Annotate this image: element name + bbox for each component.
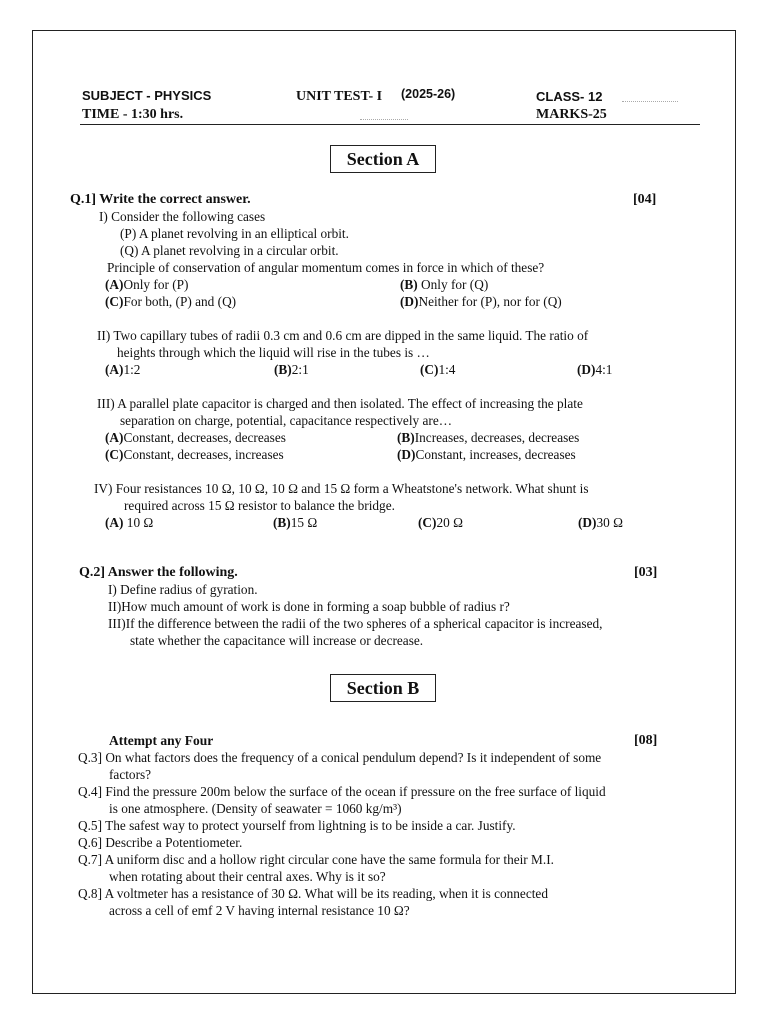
academic-year: (2025-26) [401,87,456,101]
q4-line2: is one atmosphere. (Density of seawater = 1060 kg/m³) [109,801,402,816]
section-b-title: Section B [330,674,436,702]
q1-i-option-b [400,277,488,293]
option-label: (A) [105,277,124,292]
q1-ii-option-a [105,362,140,378]
q1-heading: Q.1] Write the correct answer. [70,192,251,207]
class-label: CLASS- 12 [536,89,603,104]
q1-marks: [04] [633,192,657,207]
q1-ii-line1: II) Two capillary tubes of radii 0.3 cm and 0.6 cm are dipped in the same liquid. The ratio of [97,328,589,343]
q1-i-line4: Principle of conservation of angular momentum comes in force in which of these? [107,260,545,275]
option-text: 15 Ω [290,515,318,530]
q2-line2: II)How much amount of work is done in forming a soap bubble of radius r? [108,599,510,614]
q1-ii-line2: heights through which the liquid will rise in the tubes is … [117,345,430,360]
q8-line1: Q.8] A voltmeter has a resistance of 30 Ω. What will be its reading, when it is connected [78,886,548,901]
option-text: For both, (P) and (Q) [123,294,237,309]
option-text: 4:1 [595,362,613,377]
q3-line1: Q.3] On what factors does the frequency of a conical pendulum depend? Is it independent of some [78,750,602,765]
q1-iv-line1: IV) Four resistances 10 Ω, 10 Ω, 10 Ω and 15 Ω form a Wheatstone's network. What shunt is [94,481,589,496]
option-text: Constant, increases, decreases [415,447,576,462]
header-rule [80,124,700,125]
option-label: (B) [400,277,418,292]
q1-ii-option-b [274,362,309,378]
q8-line2: across a cell of emf 2 V having internal resistance 10 Ω? [109,903,410,918]
q4-line1: Q.4] Find the pressure 200m below the surface of the ocean if pressure on the free surface of liquid [78,784,606,799]
q1-i-option-c [105,294,236,310]
section-b-heading: Attempt any Four [109,733,214,748]
unit-test-label: UNIT TEST- I [296,89,383,104]
q2-line1: I) Define radius of gyration. [108,582,258,597]
subject-label: SUBJECT - PHYSICS [82,88,212,103]
q1-ii-option-d [577,362,612,378]
q3-line2: factors? [109,767,152,782]
q1-iv-option-b [273,515,317,531]
q6-line: Q.6] Describe a Potentiometer. [78,835,243,850]
q2-heading: Q.2] Answer the following. [79,565,238,580]
option-text: Constant, decreases, increases [123,447,284,462]
option-label: (C) [105,294,124,309]
q1-ii-option-c [420,362,455,378]
q1-i-option-d [400,294,562,310]
option-label: (C) [105,447,124,462]
q2-line4: state whether the capacitance will increase or decrease. [130,633,424,648]
option-label: (C) [420,362,439,377]
q1-iii-line1: III) A parallel plate capacitor is charged and then isolated. The effect of increasing the plate [97,396,583,411]
time-label: TIME - 1:30 hrs. [82,107,184,122]
q1-i-line1: I) Consider the following cases [99,209,266,224]
faint-mark [622,101,678,102]
option-text: 1:4 [438,362,456,377]
option-label: (A) [105,362,124,377]
q1-iii-option-c [105,447,284,463]
q1-i-line2: (P) A planet revolving in an elliptical orbit. [120,226,349,241]
faint-mark [360,119,408,120]
section-b-marks: [08] [634,733,658,748]
q2-line3: III)If the difference between the radii of the two spheres of a spherical capacitor is increased, [108,616,603,631]
option-label: (D) [577,362,596,377]
q1-iv-option-d [578,515,623,531]
q2-marks: [03] [634,565,658,580]
q1-iii-option-d [397,447,576,463]
q1-iv-line2: required across 15 Ω resistor to balance the bridge. [124,498,395,513]
option-text: 2:1 [291,362,309,377]
option-text: Neither for (P), nor for (Q) [418,294,562,309]
q1-i-line3: (Q) A planet revolving in a circular orbit. [120,243,339,258]
option-label: (D) [397,447,416,462]
option-label: (B) [273,515,291,530]
option-label: (A) [105,430,124,445]
option-text: Only for (P) [123,277,189,292]
q1-i-option-a [105,277,188,293]
option-label: (A) [105,515,124,530]
q1-iii-option-a [105,430,286,446]
q7-line1: Q.7] A uniform disc and a hollow right circular cone have the same formula for their M.I. [78,852,554,867]
option-label: (D) [400,294,419,309]
option-text: 1:2 [123,362,141,377]
q1-iv-option-a [105,515,153,531]
option-label: (B) [274,362,292,377]
q1-iii-line2: separation on charge, potential, capacitance respectively are… [120,413,453,428]
option-text: 10 Ω [123,515,154,530]
section-a-title: Section A [330,145,436,173]
option-text: Only for (Q) [417,277,489,292]
option-text: Increases, decreases, decreases [414,430,580,445]
option-label: (C) [418,515,437,530]
option-text: 20 Ω [436,515,463,530]
q1-iii-option-b [397,430,579,446]
option-text: 30 Ω [596,515,623,530]
marks-label: MARKS-25 [536,107,607,122]
q7-line2: when rotating about their central axes. Why is it so? [109,869,386,884]
q1-iv-option-c [418,515,463,531]
q5-line: Q.5] The safest way to protect yourself from lightning is to be inside a car. Justify. [78,818,516,833]
option-label: (B) [397,430,415,445]
option-label: (D) [578,515,597,530]
option-text: Constant, decreases, decreases [123,430,286,445]
